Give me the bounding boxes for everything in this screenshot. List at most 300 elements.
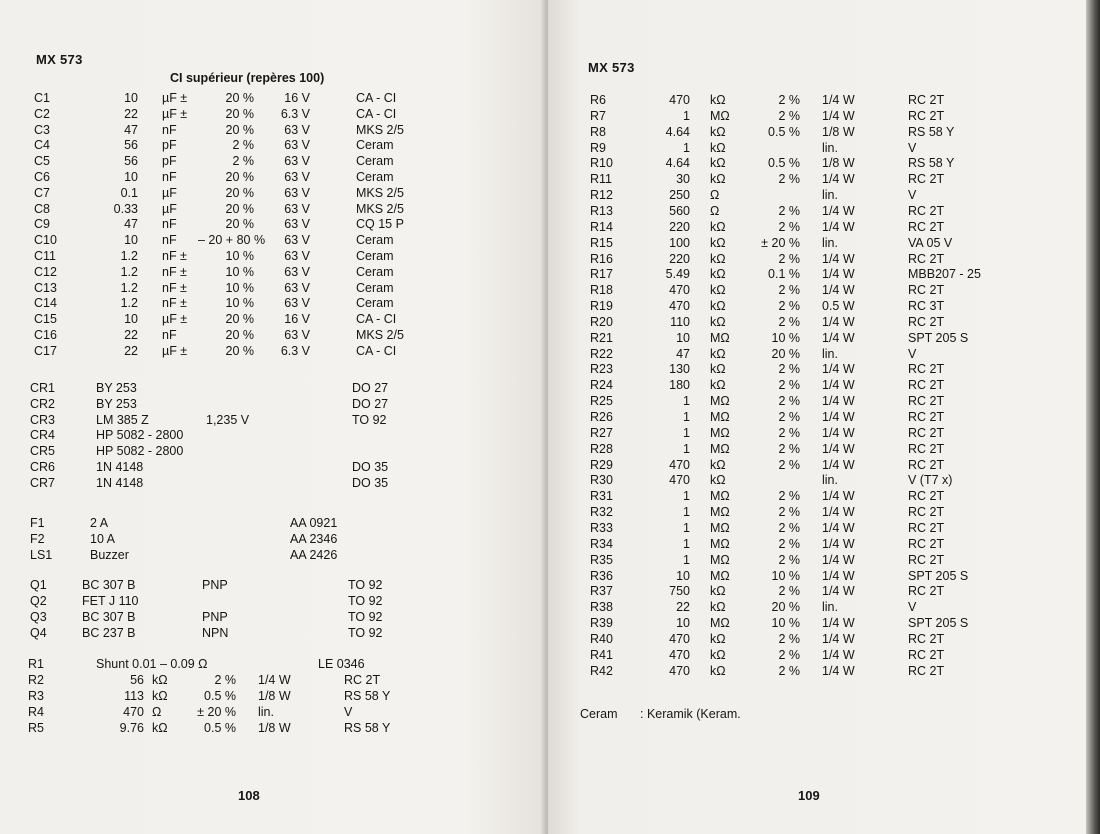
table-cell: R28 [590, 441, 613, 456]
table-cell: 2 % [778, 441, 800, 456]
table-cell: RC 2T [908, 172, 945, 187]
table-cell: lin. [822, 473, 838, 488]
table-cell: R16 [590, 251, 613, 266]
table-cell: 63 V [284, 217, 310, 232]
table-cell: C17 [34, 343, 57, 358]
table-cell: 10 % [771, 568, 800, 583]
table-cell: 2 % [214, 673, 236, 687]
table-cell: 1/4 W [822, 378, 855, 393]
table-cell: kΩ [710, 172, 726, 187]
table-cell: 1/4 W [822, 552, 855, 567]
table-cell: C6 [34, 170, 50, 184]
table-cell: VA 05 V [908, 235, 953, 250]
table-cell: 470 [669, 631, 690, 646]
table-cell: MKS 2/5 [356, 185, 404, 200]
table-cell: R32 [590, 505, 613, 520]
table-cell: 2 % [778, 219, 800, 234]
table-cell: nF [162, 233, 177, 248]
table-cell: R20 [590, 314, 613, 329]
table-cell: R38 [590, 600, 613, 615]
table-cell: AA 0921 [290, 516, 338, 530]
table-cell: kΩ [710, 346, 726, 361]
table-cell: 1/4 W [258, 673, 291, 687]
table-cell: 0.5 % [768, 156, 800, 171]
table-cell: 20 % [225, 170, 254, 184]
table-cell: 10 [676, 568, 690, 583]
table-cell: 10 [124, 312, 138, 327]
table-cell: 22 [676, 600, 690, 615]
table-cell: 22 [124, 106, 138, 121]
table-cell: lin. [822, 188, 838, 203]
table-cell: RC 2T [908, 283, 945, 298]
table-cell: 1/4 W [822, 203, 855, 218]
table-cell: 470 [669, 647, 690, 662]
table-cell: 63 V [284, 122, 310, 137]
table-cell: 1/4 W [822, 489, 855, 504]
table-cell: 2 % [778, 251, 800, 266]
table-cell: 2 % [778, 108, 800, 123]
table-cell: CR7 [30, 475, 56, 490]
table-cell: R5 [28, 721, 44, 735]
table-cell: kΩ [710, 663, 726, 678]
table-cell: pF [162, 138, 177, 153]
table-cell: MΩ [710, 108, 730, 123]
table-cell: C11 [34, 249, 57, 263]
table-cell: lin. [822, 600, 838, 615]
table-cell: F2 [30, 532, 45, 546]
table-cell: Ceram [356, 264, 394, 279]
table-cell: RC 2T [908, 219, 945, 234]
table-cell: 63 V [284, 249, 310, 263]
table-cell: MBB207 - 25 [908, 267, 981, 282]
table-cell: nF [162, 122, 177, 137]
table-cell: R8 [590, 124, 606, 139]
table-cell: 5.49 [665, 267, 690, 282]
table-cell: V (T7 x) [908, 473, 953, 488]
table-cell: C7 [34, 185, 50, 200]
table-cell: 63 V [284, 185, 310, 200]
table-cell: Ω [710, 188, 720, 203]
table-cell: 56 [124, 154, 138, 169]
table-cell: 2 % [778, 489, 800, 504]
table-cell: 1/4 W [822, 536, 855, 551]
table-cell: RC 2T [908, 584, 945, 599]
table-cell: 1/8 W [258, 689, 291, 703]
table-cell: 1.2 [120, 249, 138, 263]
table-cell: 1/4 W [822, 663, 855, 678]
table-cell: 2 % [778, 663, 800, 678]
table-cell: V [908, 346, 917, 361]
footnote-text: : Keramik (Keram. [640, 707, 741, 721]
table-cell: R1 [28, 657, 44, 671]
table-cell: 0.1 [120, 185, 138, 200]
table-cell: 1/4 W [822, 616, 855, 631]
table-cell: R40 [590, 631, 613, 646]
table-cell: kΩ [710, 584, 726, 599]
table-cell: Ceram [356, 296, 394, 311]
table-cell: 10 % [225, 296, 254, 311]
table-cell: R35 [590, 552, 613, 567]
table-cell: R14 [590, 219, 613, 234]
table-cell: R37 [590, 584, 613, 599]
table-cell: 1,235 V [206, 412, 250, 427]
table-cell: DO 35 [352, 460, 389, 474]
table-cell: ± 20 % [761, 235, 800, 250]
table-cell: AA 2346 [290, 532, 338, 546]
table-cell: MΩ [710, 616, 730, 631]
table-cell: 6.3 V [280, 106, 310, 121]
table-cell: R18 [590, 283, 613, 298]
table-cell: MΩ [710, 505, 730, 520]
table-cell: 1 [683, 536, 690, 551]
table-cell: 1 [683, 441, 690, 456]
table-cell: 1.2 [120, 264, 138, 279]
table-cell: 20 % [225, 328, 254, 342]
table-cell: PNP [202, 610, 228, 624]
table-cell: DO 27 [352, 381, 389, 395]
table-cell: 10 [124, 170, 138, 184]
table-cell: LE 0346 [318, 657, 365, 671]
table-cell: 63 V [284, 170, 310, 184]
table-cell: 20 % [225, 185, 254, 200]
table-cell: RC 2T [908, 410, 945, 424]
table-cell: 10 % [771, 330, 800, 345]
table-cell: R25 [590, 394, 613, 409]
table-cell: MΩ [710, 425, 730, 440]
table-cell: nF ± [162, 264, 187, 279]
table-cell: Q1 [30, 578, 47, 592]
table-cell: 1/4 W [822, 219, 855, 234]
table-cell: 1 [683, 505, 690, 520]
table-cell: 56 [124, 138, 138, 153]
table-cell: R26 [590, 410, 613, 424]
table-cell: 1 [683, 425, 690, 440]
table-cell: R15 [590, 235, 613, 250]
table-cell: 22 [124, 343, 138, 358]
table-cell: 0.1 % [768, 267, 800, 282]
table-cell: V [908, 600, 917, 615]
table-cell: kΩ [710, 600, 726, 615]
table-cell: R42 [590, 663, 613, 678]
table-cell: 2 % [778, 552, 800, 567]
table-cell: MΩ [710, 410, 730, 424]
table-cell: 0.5 % [204, 689, 236, 703]
table-cell: 470 [669, 299, 690, 314]
table-cell: MKS 2/5 [356, 201, 404, 216]
table-cell: Buzzer [90, 548, 129, 562]
table-cell: RC 2T [908, 647, 945, 662]
table-cell: TO 92 [348, 610, 383, 624]
table-cell: CA - CI [356, 312, 397, 327]
table-cell: RC 2T [908, 362, 945, 377]
table-cell: R7 [590, 108, 606, 123]
table-cell: kΩ [710, 251, 726, 266]
table-cell: 1N 4148 [96, 460, 144, 474]
table-cell: V [344, 705, 353, 719]
table-cell: MΩ [710, 330, 730, 345]
table-cell: 63 V [284, 154, 310, 169]
table-cell: Q2 [30, 594, 47, 608]
table-cell: 1/4 W [822, 457, 855, 472]
table-cell: CA - CI [356, 343, 397, 358]
table-cell: 47 [124, 122, 138, 137]
table-cell: RS 58 Y [908, 124, 955, 139]
table-cell: R24 [590, 378, 613, 393]
table-cell: lin. [822, 346, 838, 361]
table-cell: TO 92 [348, 594, 383, 608]
table-cell: 470 [123, 705, 144, 719]
table-cell: 1/4 W [822, 520, 855, 535]
table-cell: PNP [202, 578, 228, 592]
table-cell: MΩ [710, 568, 730, 583]
table-cell: C4 [34, 138, 50, 153]
table-cell: 10 % [225, 264, 254, 279]
table-cell: 1 [683, 520, 690, 535]
table-cell: 2 A [90, 516, 109, 530]
table-cell: TO 92 [348, 578, 383, 592]
table-cell: 470 [669, 283, 690, 298]
table-cell: MΩ [710, 536, 730, 551]
table-cell: 2 % [778, 505, 800, 520]
table-cell: 20 % [225, 91, 254, 105]
table-cell: µF ± [162, 312, 188, 327]
table-cell: Ceram [356, 249, 394, 263]
table-cell: 2 % [778, 299, 800, 314]
table-cell: 0.5 % [204, 721, 236, 735]
table-cell: RC 2T [908, 378, 945, 393]
table-cell: 22 [124, 328, 138, 342]
table-cell: 10 A [90, 532, 116, 546]
table-cell: NPN [202, 626, 229, 640]
table-cell: 6.3 V [280, 343, 310, 358]
table-cell: SPT 205 S [908, 616, 969, 631]
table-cell: 2 % [232, 154, 254, 169]
table-cell: kΩ [710, 235, 726, 250]
table-cell: 1/4 W [822, 647, 855, 662]
table-cell: MΩ [710, 552, 730, 567]
table-cell: CA - CI [356, 91, 397, 105]
table-cell: kΩ [710, 314, 726, 329]
table-cell: R34 [590, 536, 613, 551]
table-cell: RC 2T [908, 425, 945, 440]
table-cell: 1 [683, 410, 690, 424]
table-cell: kΩ [710, 93, 726, 107]
table-cell: CQ 15 P [356, 217, 404, 232]
table-cell: F1 [30, 516, 45, 530]
table-cell: 2 % [778, 314, 800, 329]
table-cell: BY 253 [96, 381, 137, 395]
table-cell: 1 [683, 489, 690, 504]
table-cell: SPT 205 S [908, 568, 969, 583]
table-cell: 10 [676, 330, 690, 345]
right-page [548, 0, 1088, 834]
table-cell: 470 [669, 93, 690, 107]
table-cell: 1/4 W [822, 251, 855, 266]
table-cell: 1.2 [120, 296, 138, 311]
table-cell: R39 [590, 616, 613, 631]
table-cell: 1/4 W [822, 172, 855, 187]
table-cell: ± 20 % [197, 705, 236, 719]
table-cell: 2 % [778, 584, 800, 599]
table-cell: 470 [669, 473, 690, 488]
table-cell: 250 [669, 188, 690, 203]
table-cell: 1/4 W [822, 267, 855, 282]
table-cell: MKS 2/5 [356, 122, 404, 137]
table-cell: 2 % [778, 536, 800, 551]
table-cell: 750 [669, 584, 690, 599]
table-cell: R23 [590, 362, 613, 377]
table-cell: 1/4 W [822, 330, 855, 345]
table-cell: µF ± [162, 106, 188, 121]
table-cell: 1 [683, 552, 690, 567]
table-cell: CR5 [30, 444, 56, 459]
table-cell: 470 [669, 457, 690, 472]
table-cell: kΩ [152, 689, 168, 703]
table-cell: nF [162, 328, 177, 342]
table-cell: kΩ [710, 647, 726, 662]
table-cell: C10 [34, 233, 57, 248]
table-cell: FET J 110 [82, 594, 139, 608]
table-cell: 10 [124, 233, 138, 248]
table-cell: RC 2T [908, 520, 945, 535]
table-cell: Ceram [356, 138, 394, 153]
table-cell: Q3 [30, 610, 47, 624]
table-cell: kΩ [710, 378, 726, 393]
table-cell: Ω [710, 203, 720, 218]
table-cell: TO 92 [348, 626, 383, 640]
table-cell: C5 [34, 154, 50, 169]
page-number-left: 108 [238, 788, 260, 803]
table-cell: R3 [28, 689, 44, 703]
table-cell: 2 % [778, 203, 800, 218]
table-cell: Ceram [356, 280, 394, 295]
table-cell: lin. [258, 705, 274, 719]
table-cell: 1N 4148 [96, 475, 144, 490]
table-cell: 1/8 W [258, 721, 291, 735]
table-cell: RC 3T [908, 299, 945, 314]
table-cell: kΩ [710, 631, 726, 646]
table-cell: 4.64 [665, 156, 690, 171]
table-cell: R31 [590, 489, 613, 504]
table-cell: R11 [590, 172, 613, 187]
table-cell: C8 [34, 201, 50, 216]
table-cell: 1/4 W [822, 93, 855, 107]
table-cell: Ceram [356, 170, 394, 184]
table-cell: 2 % [778, 378, 800, 393]
table-cell: 113 [124, 689, 144, 703]
table-cell: 0.5 W [822, 299, 855, 314]
table-cell: 180 [669, 378, 690, 393]
table-cell: BC 307 B [82, 610, 136, 624]
table-cell: kΩ [710, 140, 726, 155]
table-cell: R29 [590, 457, 613, 472]
table-cell: kΩ [152, 673, 168, 687]
table-cell: C15 [34, 312, 57, 327]
table-cell: 20 % [771, 600, 800, 615]
table-cell: 1.2 [120, 280, 138, 295]
table-cell: 470 [669, 663, 690, 678]
table-cell: 10 % [771, 616, 800, 631]
table-cell: nF ± [162, 249, 187, 263]
table-cell: 63 V [284, 280, 310, 295]
table-cell: lin. [822, 235, 838, 250]
table-cell: 10 [676, 616, 690, 631]
table-cell: DO 35 [352, 475, 389, 490]
table-cell: 130 [669, 362, 690, 377]
table-cell: V [908, 140, 917, 155]
table-cell: 63 V [284, 296, 310, 311]
table-cell: 1/4 W [822, 394, 855, 409]
table-cell: 9.76 [119, 721, 144, 735]
table-cell: 20 % [225, 106, 254, 121]
left-subheader: CI supérieur (repères 100) [170, 71, 325, 85]
table-cell: 1/8 W [822, 124, 855, 139]
table-cell: 220 [669, 251, 690, 266]
table-cell: nF [162, 170, 177, 184]
table-cell: 2 % [778, 93, 800, 107]
table-cell: Ω [152, 705, 162, 719]
table-cell: AA 2426 [290, 548, 338, 562]
table-cell: C9 [34, 217, 50, 232]
table-cell: RC 2T [908, 552, 945, 567]
table-cell: CR3 [30, 412, 56, 427]
table-cell: R12 [590, 188, 613, 203]
table-cell: BY 253 [96, 396, 137, 411]
table-cell: 10 % [225, 280, 254, 295]
table-cell: 47 [124, 217, 138, 232]
table-cell: R6 [590, 93, 606, 107]
table-cell: R30 [590, 473, 613, 488]
table-cell: R21 [590, 330, 613, 345]
table-cell: C1 [34, 91, 50, 105]
table-cell: 2 % [778, 457, 800, 472]
table-cell: RC 2T [908, 108, 945, 123]
table-cell: Shunt 0.01 – 0.09 Ω [96, 657, 208, 671]
table-cell: 1/4 W [822, 568, 855, 583]
table-cell: kΩ [710, 156, 726, 171]
table-cell: 20 % [225, 122, 254, 137]
table-cell: 63 V [284, 328, 310, 342]
table-cell: R13 [590, 203, 613, 218]
table-cell: MKS 2/5 [356, 328, 404, 342]
table-cell: C3 [34, 122, 50, 137]
table-cell: R2 [28, 673, 44, 687]
table-cell: CR2 [30, 396, 56, 411]
table-cell: LS1 [30, 548, 53, 562]
table-cell: RC 2T [908, 93, 945, 107]
table-cell: R41 [590, 647, 613, 662]
left-page [0, 0, 548, 834]
table-cell: LM 385 Z [96, 412, 149, 427]
table-cell: 20 % [771, 346, 800, 361]
table-cell: RC 2T [344, 673, 381, 687]
table-cell: pF [162, 154, 177, 169]
table-cell: R9 [590, 140, 606, 155]
table-cell: C13 [34, 280, 57, 295]
table-cell: BC 237 B [82, 626, 136, 640]
table-cell: 4.64 [665, 124, 690, 139]
table-cell: nF ± [162, 296, 187, 311]
table-cell: 63 V [284, 264, 310, 279]
table-cell: 560 [669, 203, 690, 218]
table-cell: 10 % [225, 249, 254, 263]
table-cell: 63 V [284, 201, 310, 216]
table-cell: Q4 [30, 626, 47, 640]
table-cell: R27 [590, 425, 613, 440]
table-cell: nF [162, 217, 177, 232]
table-cell: 1/4 W [822, 584, 855, 599]
table-cell: 2 % [778, 172, 800, 187]
